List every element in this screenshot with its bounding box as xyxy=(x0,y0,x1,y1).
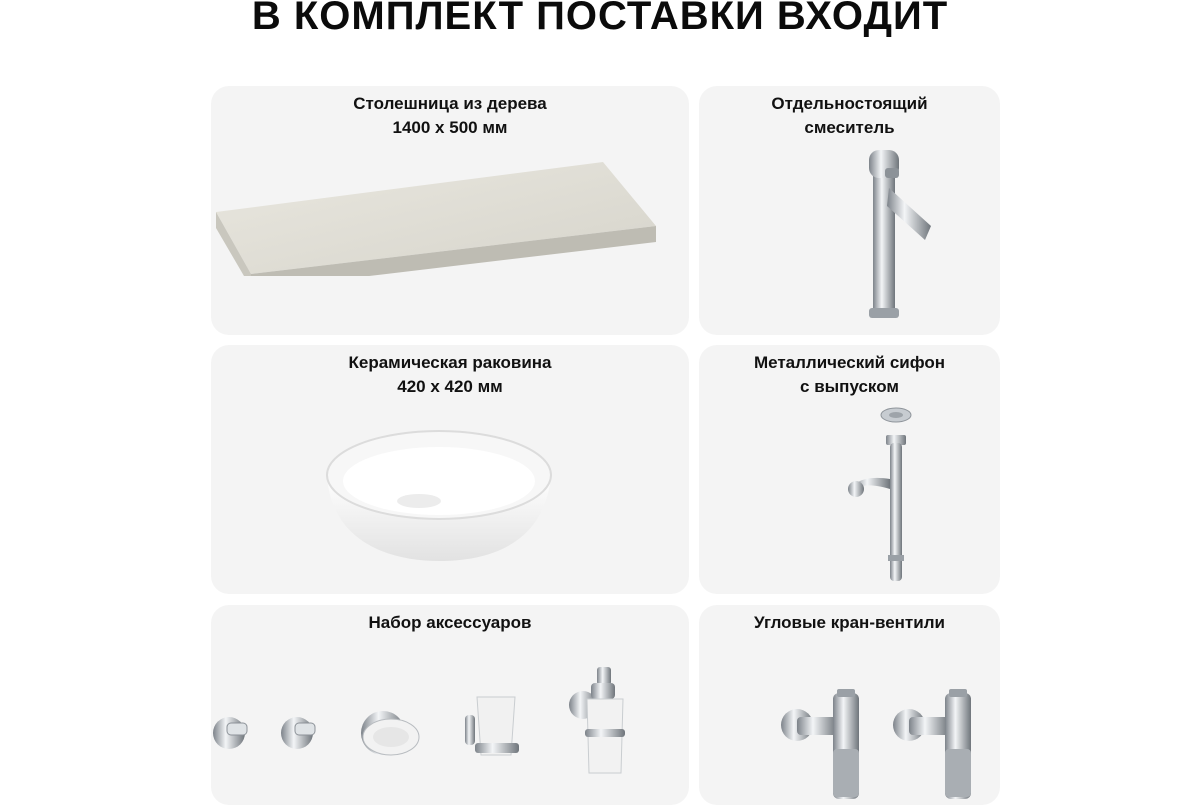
siphon-label: Металлический сифон с выпуском xyxy=(753,353,946,396)
hook-icon xyxy=(211,709,251,755)
countertop-label: Столешница из дерева 1400 х 500 мм xyxy=(353,94,547,137)
sink-label: Керамическая раковина 420 х 420 мм xyxy=(348,353,552,396)
page-title: В КОМПЛЕКТ ПОСТАВКИ ВХОДИТ xyxy=(251,0,949,38)
mixer-card xyxy=(699,86,1000,335)
valves-card xyxy=(699,605,1000,805)
sink-card xyxy=(211,345,689,594)
accessories-label: Набор аксессуаров xyxy=(368,613,532,632)
valves-label: Угловые кран-вентили xyxy=(754,613,945,632)
accessories-card xyxy=(211,605,689,805)
siphon-card xyxy=(699,345,1000,594)
soap-dish-icon xyxy=(357,703,423,765)
mixer-label: Отдельностоящий смеситель xyxy=(771,94,928,137)
cup-holder-icon xyxy=(461,693,525,769)
angle-valve-icon xyxy=(891,689,981,801)
hook-icon xyxy=(279,709,319,755)
siphon-icon xyxy=(844,405,934,585)
faucet-icon xyxy=(859,148,939,318)
sink-bowl-icon xyxy=(321,423,561,573)
wooden-countertop-icon xyxy=(211,156,689,276)
countertop-card xyxy=(211,86,689,335)
angle-valve-icon xyxy=(779,689,869,801)
soap-dispenser-icon xyxy=(567,665,637,777)
